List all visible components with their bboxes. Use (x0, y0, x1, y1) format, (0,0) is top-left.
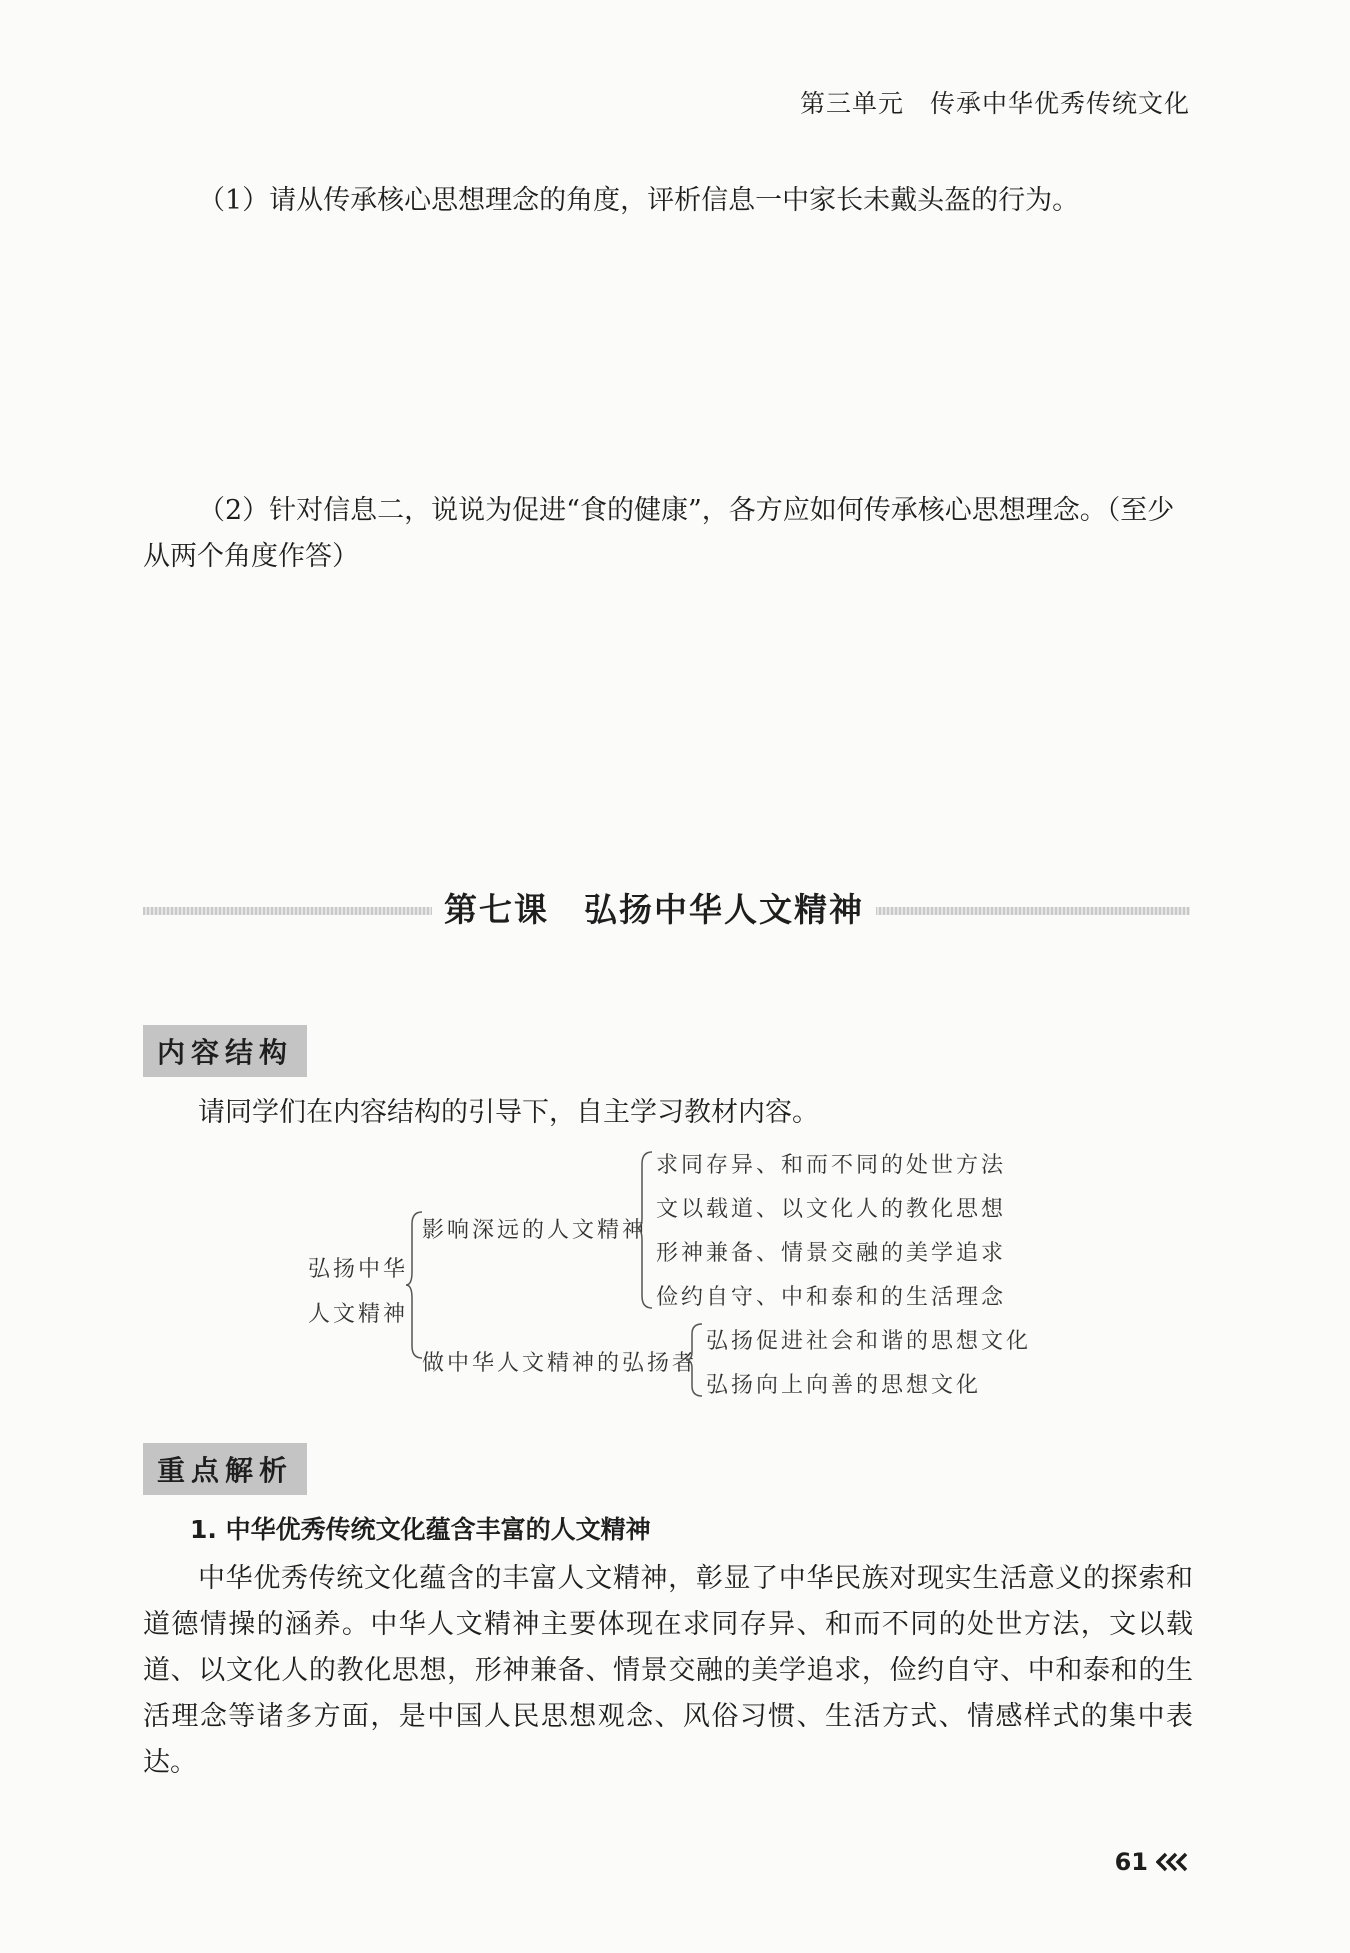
tree-branch-1: 影响深远的人文精神 (422, 1218, 648, 1243)
triple-chevron-left-icon (1156, 1852, 1190, 1872)
section-badge-key-analysis: 重点解析 (143, 1443, 307, 1495)
tree-item-2-2: 弘扬向上向善的思想文化 (706, 1373, 982, 1398)
tree-branch-2: 做中华人文精神的弘扬者 (422, 1351, 698, 1376)
key-point-paragraph: 中华优秀传统文化蕴含的丰富人文精神，彰显了中华民族对现实生活意义的探索和道德情操的涵养。中华人文精神主要体现在求同存异、和而不同的处世方法，文以载道、以文化人的教化思想，形神兼备、情景交融的美学追求，俭约自守、中和泰和的生活理念等诸多方面，是中国人民思想观念、风俗习惯、生活方式、情感样式的集中表达。 (143, 1563, 1193, 1778)
tree-root-line1: 弘扬中华 (308, 1257, 409, 1282)
section-badge-content-structure: 内容结构 (143, 1025, 307, 1077)
tree-root-line2: 人文精神 (308, 1302, 409, 1327)
tree-item-1-3: 形神兼备、情景交融的美学追求 (656, 1241, 1007, 1266)
unit-header: 第三单元 传承中华优秀传统文化 (799, 89, 1190, 118)
page-footer (1115, 1848, 1190, 1876)
page-number: 61 (1114, 1848, 1148, 1876)
question-1: （1）请从传承核心思想理念的角度，评析信息一中家长未戴头盔的行为。 (198, 185, 1080, 216)
key-point-heading: 1. 中华优秀传统文化蕴含丰富的人文精神 (190, 1515, 651, 1544)
lesson-title: 第七课 弘扬中华人文精神 (432, 884, 876, 931)
section-intro: 请同学们在内容结构的引导下，自主学习教材内容。 (198, 1097, 819, 1128)
root-brace (404, 1210, 424, 1360)
branch-2-brace (684, 1322, 704, 1398)
branch-1-brace (634, 1150, 654, 1310)
tree-item-1-2: 文以载道、以文化人的教化思想 (656, 1197, 1007, 1222)
tree-item-1-4: 俭约自守、中和泰和的生活理念 (656, 1285, 1007, 1310)
tree-item-2-1: 弘扬促进社会和谐的思想文化 (706, 1329, 1032, 1354)
tree-item-1-1: 求同存异、和而不同的处世方法 (656, 1153, 1007, 1178)
question-2: （2）针对信息二，说说为促进“食的健康”，各方应如何传承核心思想理念。（至少从两个角度作答） (143, 495, 1175, 572)
